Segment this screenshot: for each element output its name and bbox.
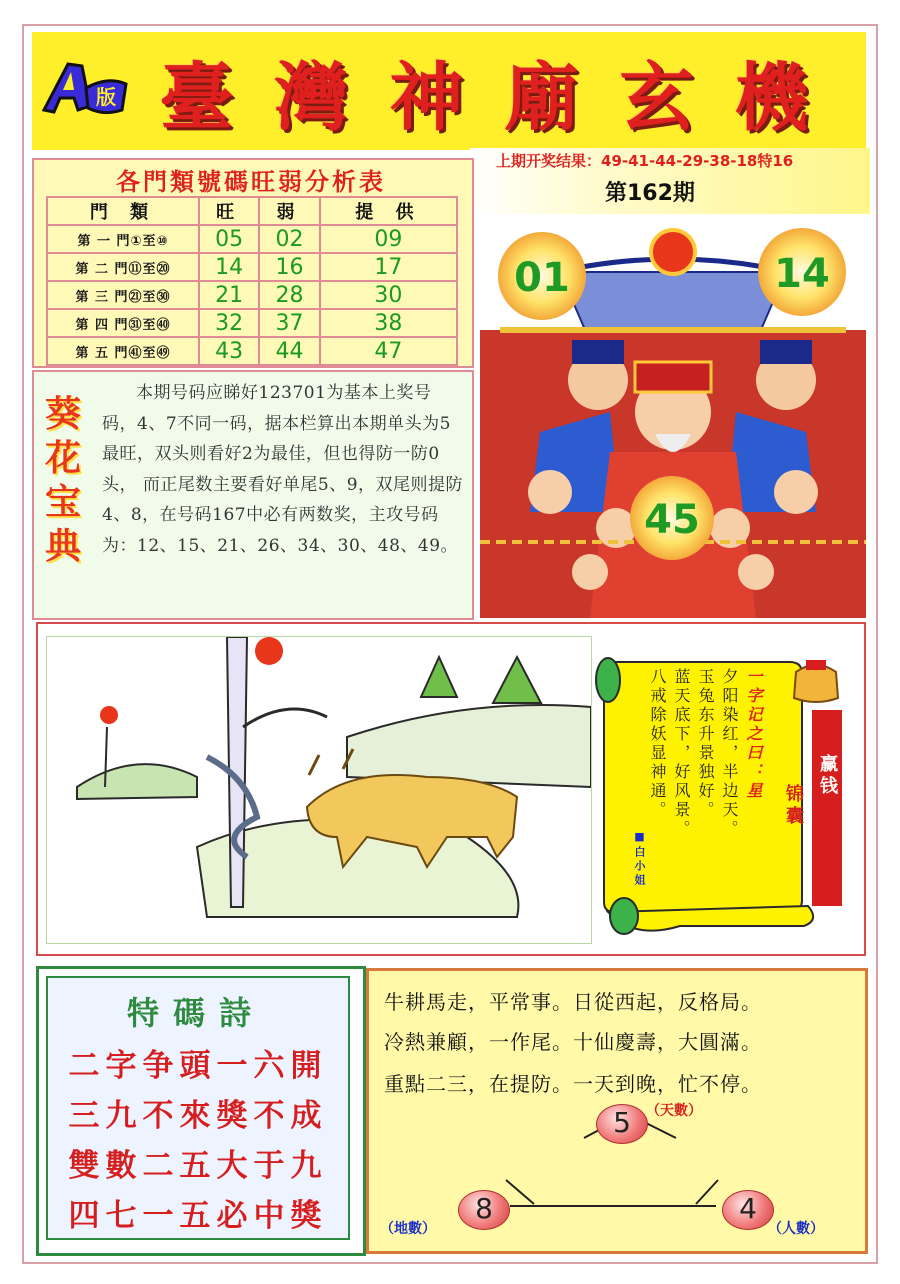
cell-value: 16 <box>259 253 319 281</box>
table-row <box>47 253 457 281</box>
poem-line: 三九不來獎不成 <box>68 1098 328 1134</box>
table-row <box>47 225 457 253</box>
title-char: 玄 <box>619 55 696 141</box>
a-badge-logo <box>38 58 130 120</box>
cell-value: 28 <box>259 281 319 309</box>
number-ball-center <box>630 476 714 560</box>
temple-number-right: 14 <box>774 251 830 297</box>
row-label: 第 五 門㊶至㊾ <box>47 337 199 365</box>
cell-value: 02 <box>259 225 319 253</box>
money-bag-icon <box>788 654 844 704</box>
cell-value: 44 <box>259 337 319 365</box>
jinnang-left-label: 锦囊 <box>783 784 804 828</box>
number-ball-right <box>758 228 846 316</box>
earth-number-label: （地數） <box>380 1221 436 1237</box>
verse-line: 冷熱兼顧，一作尾。十仙慶壽，大圓滿。 <box>384 1030 762 1054</box>
cell-value: 32 <box>199 309 259 337</box>
jinnang-right-label: 赢钱 <box>817 754 838 798</box>
row-label: 第 一 門①至⑩ <box>47 225 199 253</box>
poem-title: 特碼詩 <box>126 994 265 1032</box>
temple-gods-illustration <box>480 212 866 618</box>
scroll-title: 一字记之曰：星 <box>744 668 763 801</box>
scroll-line: 夕阳染红，半边天。 <box>720 668 739 839</box>
sunflower-text: 本期号码应睇好123701为基本上奖号码，4、7不同一码，据本栏算出本期单头为5最旺，双头则看好2为最佳，但也得防一防0头， 而正尾数主要看好单尾5、9，双尾则提防4、8，在号码167中必有两数奖，主攻号码为：12、15、21、26、34、30、48、49。 <box>102 383 464 556</box>
analysis-title: 各門類號碼旺弱分析表 <box>116 167 386 196</box>
cell-value: 43 <box>199 337 259 365</box>
cell-value: 30 <box>320 281 457 309</box>
title-char: 臺 <box>159 55 236 141</box>
ox-tree-illustration <box>46 636 592 944</box>
column-header: 提 供 <box>320 197 457 225</box>
column-header: 門 類 <box>47 197 199 225</box>
scroll-line: 蓝天底下，好风景。 <box>672 668 691 839</box>
earth-number-ball: 8 <box>458 1190 510 1230</box>
jinnang-ribbon <box>812 710 842 906</box>
title-char: 灣 <box>274 55 351 141</box>
scroll-verse <box>630 668 782 868</box>
table-row <box>47 281 457 309</box>
row-label: 第 四 門㉛至㊵ <box>47 309 199 337</box>
cell-value: 37 <box>259 309 319 337</box>
table-row <box>47 309 457 337</box>
poem-line: 二字争頭一六開 <box>68 1048 328 1084</box>
heaven-number-label: （天數） <box>646 1103 702 1119</box>
page-title <box>140 42 830 142</box>
cell-value: 05 <box>199 225 259 253</box>
analysis-table <box>46 196 458 366</box>
heaven-number-ball: 5 <box>596 1104 648 1144</box>
column-header: 旺 <box>199 197 259 225</box>
cell-value: 17 <box>320 253 457 281</box>
human-number-ball: 4 <box>722 1190 774 1230</box>
human-number-label: （人數） <box>768 1221 824 1237</box>
cell-value: 09 <box>320 225 457 253</box>
row-label: 第 三 門㉑至㉚ <box>47 281 199 309</box>
verse-line: 重點二三，在提防。一天到晚，忙不停。 <box>384 1072 762 1096</box>
poem-line: 雙數二五大于九 <box>68 1148 328 1184</box>
cell-value: 21 <box>199 281 259 309</box>
cell-value: 38 <box>320 309 457 337</box>
table-header-row <box>47 197 457 225</box>
sunflower-title: 葵花宝典 <box>44 393 81 567</box>
scroll-signature: ■白小姐 <box>633 830 646 888</box>
table-row <box>47 337 457 365</box>
issue-number: 第162期 <box>605 181 695 206</box>
title-char: 神 <box>389 55 466 141</box>
svg-text:版: 版 <box>96 85 116 109</box>
title-char: 廟 <box>504 55 581 141</box>
cell-value: 47 <box>320 337 457 365</box>
verse-line: 牛耕馬走，平常事。日從西起，反格局。 <box>384 990 762 1014</box>
poem-line: 四七一五必中獎 <box>68 1198 328 1234</box>
cell-value: 14 <box>199 253 259 281</box>
title-char: 機 <box>734 55 811 141</box>
scroll-line: 玉兔东升景独好。 <box>696 668 715 820</box>
temple-number-center: 45 <box>644 497 700 543</box>
row-label: 第 二 門⑪至⑳ <box>47 253 199 281</box>
number-ball-left <box>498 232 586 320</box>
temple-number-left: 01 <box>514 255 570 301</box>
scroll-line: 八戒除妖显神通。 <box>648 668 667 820</box>
column-header: 弱 <box>259 197 319 225</box>
last-result-text: 上期开奖结果：49-41-44-29-38-18特16 <box>496 152 794 170</box>
